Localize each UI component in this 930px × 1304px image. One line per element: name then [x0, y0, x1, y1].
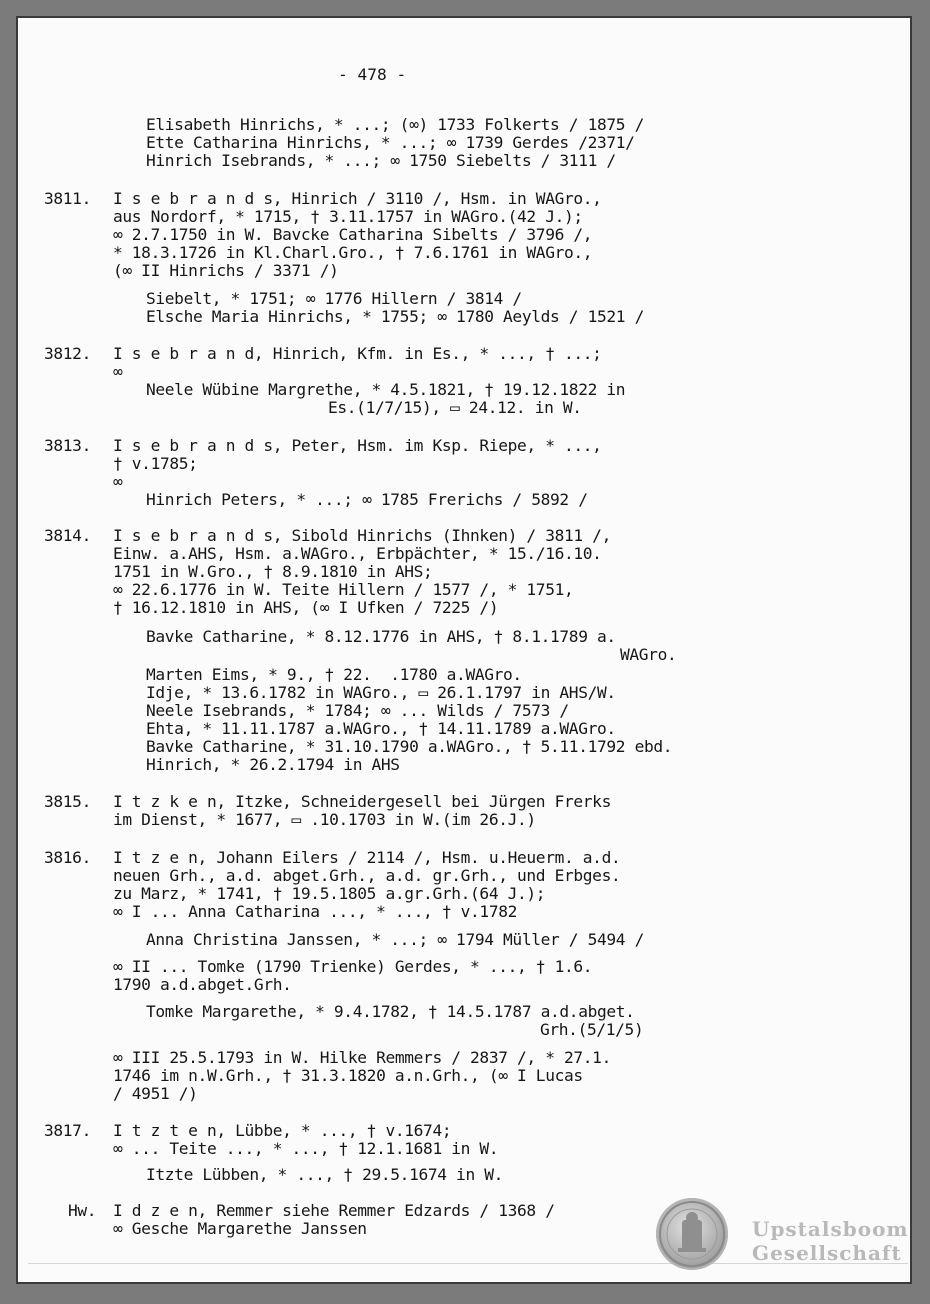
entry-number: 3817. — [44, 1121, 91, 1140]
text-line: (∞ II Hinrichs / 3371 /) — [113, 261, 339, 280]
text-line: ∞ — [113, 362, 123, 381]
text-line: I s e b r a n d s, Sibold Hinrichs (Ihnken) / 3811 /, — [113, 526, 611, 545]
text-line: Ette Catharina Hinrichs, * ...; ∞ 1739 Gerdes /2371/ — [146, 133, 635, 152]
text-line: I d z e n, Remmer siehe Remmer Edzards / 1368 / — [113, 1201, 555, 1220]
text-line: ∞ ... Teite ..., * ..., † 12.1.1681 in W. — [113, 1139, 499, 1158]
upstalsboom-seal-icon — [656, 1198, 728, 1270]
text-line: ∞ I ... Anna Catharina ..., * ..., † v.1782 — [113, 902, 518, 921]
text-line: I s e b r a n d, Hinrich, Kfm. in Es., * ..., † ...; — [113, 344, 602, 363]
text-line: Elisabeth Hinrichs, * ...; (∞) 1733 Folkerts / 1875 / — [146, 115, 644, 134]
text-line: im Dienst, * 1677, ▭ .10.1703 in W.(im 26.J.) — [113, 810, 536, 829]
text-line: 1790 a.d.abget.Grh. — [113, 975, 292, 994]
society-name-line1: Upstalsboom — [752, 1217, 909, 1241]
text-line: ∞ 2.7.1750 in W. Bavcke Catharina Sibelts / 3796 /, — [113, 225, 593, 244]
text-line: Hinrich Peters, * ...; ∞ 1785 Frerichs / 5892 / — [146, 490, 588, 509]
text-line: Es.(1/7/15), ▭ 24.12. in W. — [328, 398, 582, 417]
text-line: Einw. a.AHS, Hsm. a.WAGro., Erbpächter, * 15./16.10. — [113, 544, 602, 563]
society-name — [752, 1217, 909, 1265]
entry-number: 3814. — [44, 526, 91, 545]
text-line: † v.1785; — [113, 454, 198, 473]
text-line: WAGro. — [620, 645, 677, 664]
text-line: Itzte Lübben, * ..., † 29.5.1674 in W. — [146, 1165, 504, 1184]
entry-number: 3816. — [44, 848, 91, 867]
entry-number: Hw. — [68, 1201, 97, 1220]
text-line: ∞ III 25.5.1793 in W. Hilke Remmers / 2837 /, * 27.1. — [113, 1048, 611, 1067]
entry-number: 3811. — [44, 189, 91, 208]
text-line: I s e b r a n d s, Hinrich / 3110 /, Hsm. in WAGro., — [113, 189, 602, 208]
text-line: Grh.(5/1/5) — [540, 1020, 644, 1039]
text-line: / 4951 /) — [113, 1084, 198, 1103]
text-line: † 16.12.1810 in AHS, (∞ I Ufken / 7225 /) — [113, 598, 499, 617]
text-line: Hinrich, * 26.2.1794 in AHS — [146, 755, 400, 774]
text-line: I t z t e n, Lübbe, * ..., † v.1674; — [113, 1121, 452, 1140]
entry-number: 3812. — [44, 344, 91, 363]
text-line: Marten Eims, * 9., † 22. .1780 a.WAGro. — [146, 665, 522, 684]
text-line: Neele Wübine Margrethe, * 4.5.1821, † 19.12.1822 in — [146, 380, 626, 399]
entry-number: 3813. — [44, 436, 91, 455]
text-line: ∞ II ... Tomke (1790 Trienke) Gerdes, * ..., † 1.6. — [113, 957, 593, 976]
entry-number: 3815. — [44, 792, 91, 811]
text-line: * 18.3.1726 in Kl.Charl.Gro., † 7.6.1761 in WAGro., — [113, 243, 593, 262]
society-name-line2: Gesellschaft — [752, 1241, 902, 1265]
text-line: Bavke Catharine, * 8.12.1776 in AHS, † 8.1.1789 a. — [146, 627, 616, 646]
page-number: - 478 - — [338, 65, 407, 84]
text-line: I s e b r a n d s, Peter, Hsm. im Ksp. Riepe, * ..., — [113, 436, 602, 455]
text-line: zu Marz, * 1741, † 19.5.1805 a.gr.Grh.(64 J.); — [113, 884, 546, 903]
text-line: ∞ Gesche Margarethe Janssen — [113, 1219, 367, 1238]
text-line: 1746 im n.W.Grh., † 31.3.1820 a.n.Grh., (∞ I Lucas — [113, 1066, 583, 1085]
text-line: aus Nordorf, * 1715, † 3.11.1757 in WAGro.(42 J.); — [113, 207, 583, 226]
text-line: Hinrich Isebrands, * ...; ∞ 1750 Siebelts / 3111 / — [146, 151, 616, 170]
text-line: I t z e n, Johann Eilers / 2114 /, Hsm. u.Heuerm. a.d. — [113, 848, 621, 867]
text-line: neuen Grh., a.d. abget.Grh., a.d. gr.Grh., und Erbges. — [113, 866, 621, 885]
text-line: ∞ — [113, 472, 123, 491]
text-line: Bavke Catharine, * 31.10.1790 a.WAGro., † 5.11.1792 ebd. — [146, 737, 673, 756]
text-line: Elsche Maria Hinrichs, * 1755; ∞ 1780 Aeylds / 1521 / — [146, 307, 644, 326]
text-line: Anna Christina Janssen, * ...; ∞ 1794 Müller / 5494 / — [146, 930, 644, 949]
text-line: I t z k e n, Itzke, Schneidergesell bei Jürgen Frerks — [113, 792, 611, 811]
text-line: Idje, * 13.6.1782 in WAGro., ▭ 26.1.1797 in AHS/W. — [146, 683, 616, 702]
text-line: Ehta, * 11.11.1787 a.WAGro., † 14.11.1789 a.WAGro. — [146, 719, 616, 738]
text-line: Tomke Margarethe, * 9.4.1782, † 14.5.1787 a.d.abget. — [146, 1002, 635, 1021]
text-line: Neele Isebrands, * 1784; ∞ ... Wilds / 7573 / — [146, 701, 569, 720]
text-line: Siebelt, * 1751; ∞ 1776 Hillern / 3814 / — [146, 289, 522, 308]
text-line: 1751 in W.Gro., † 8.9.1810 in AHS; — [113, 562, 433, 581]
text-line: ∞ 22.6.1776 in W. Teite Hillern / 1577 /, * 1751, — [113, 580, 574, 599]
